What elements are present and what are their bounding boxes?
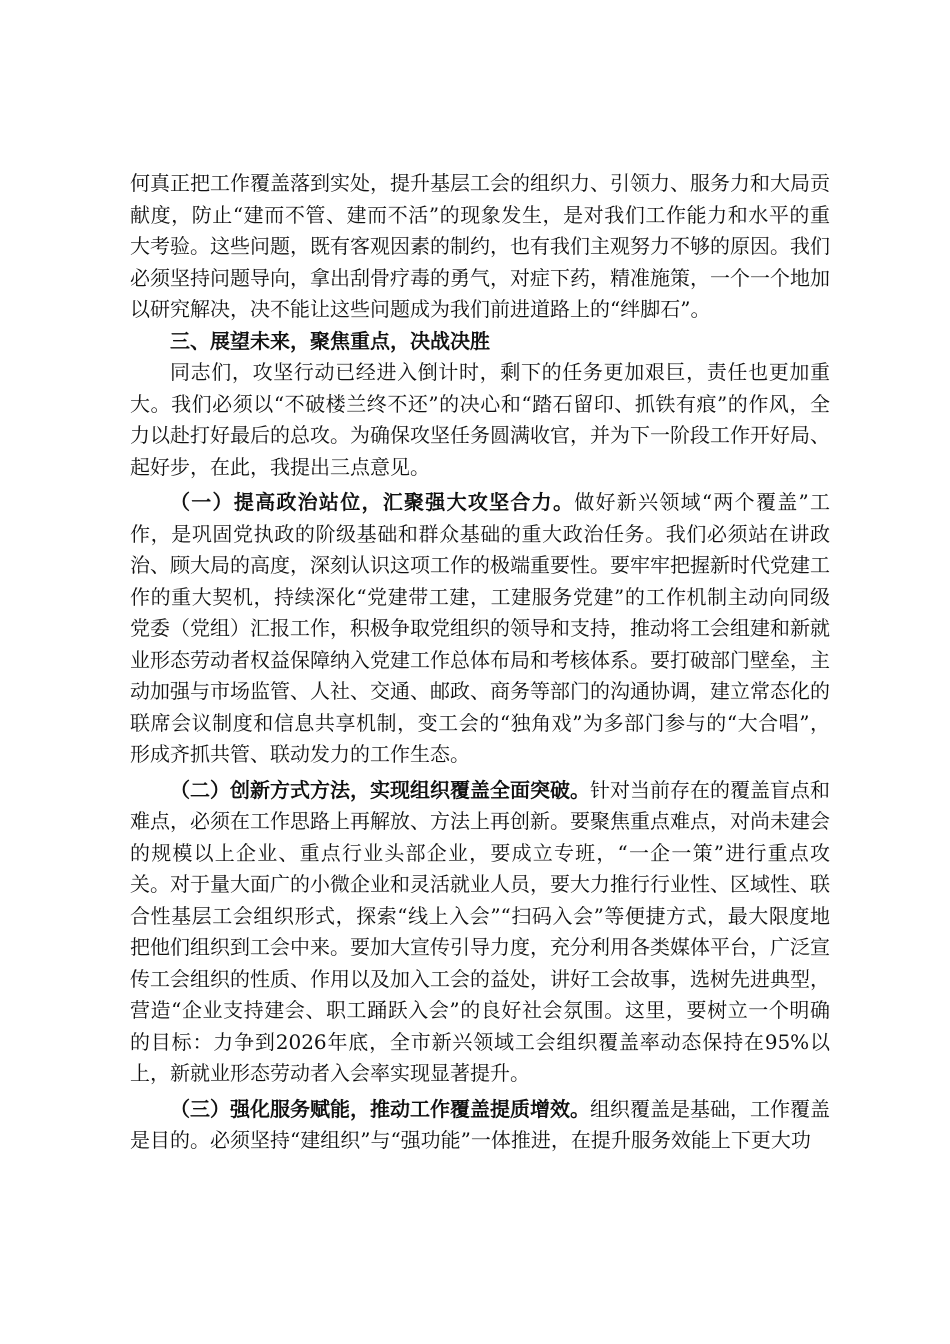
item-2-body: 针对当前存在的覆盖盲点和难点，必须在工作思路上再解放、方法上再创新。要聚焦重点难点，对尚未建会的规模以上企业、重点行业头部企业，要成立专班，“一企一策”进行重点攻关。对于量大面广的小微企业和灵活就业人员，要大力推行行业性、区域性、联合性基层工会组织形式，探索“线上入会”“扫码入会”等便捷方式，最大限度地把他们组织到工会中来。要加大宣传引导力度，充分利用各类媒体平台，广泛宣传工会组织的性质、作用以及加入工会的益处，讲好工会故事，选树先进典型，营造“企业支持建会、职工踊跃入会”的良好社会氛围。这里，要树立一个明确的目标：力争到2026年底，全市新兴领域工会组织覆盖率动态保持在95%以上，新就业形态劳动者入会率实现显著提升。 [130, 777, 830, 1085]
item-2-lead: （二）创新方式方法，实现组织覆盖全面突破。 [170, 777, 590, 802]
paragraph-intro: 同志们，攻坚行动已经进入倒计时，剩下的任务更加艰巨，责任也更加重大。我们必须以“不破楼兰终不还”的决心和“踏石留印、抓铁有痕”的作风，全力以赴打好最后的总攻。为确保攻坚任务圆满收官，并为下一阶段工作开好局、起好步，在此，我提出三点意见。 [130, 360, 830, 479]
item-2-paragraph [130, 775, 830, 1090]
item-3-lead: （三）强化服务赋能，推动工作覆盖提质增效。 [170, 1096, 590, 1121]
section-heading: 三、展望未来，聚焦重点，决战决胜 [170, 328, 490, 353]
paragraph-continued: 何真正把工作覆盖落到实处，提升基层工会的组织力、引领力、服务力和大局贡献度，防止“建而不管、建而不活”的现象发生，是对我们工作能力和水平的重大考验。这些问题，既有客观因素的制约，也有我们主观努力不够的原因。我们必须坚持问题导向，拿出刮骨疗毒的勇气，对症下药，精准施策，一个一个地加以研究解决，决不能让这些问题成为我们前进道路上的“绊脚石”。 [130, 171, 830, 321]
document-page [130, 168, 830, 1157]
item-1-paragraph [130, 487, 830, 771]
item-1-body: 做好新兴领域“两个覆盖”工作，是巩固党执政的阶级基础和群众基础的重大政治任务。我们必须站在讲政治、顾大局的高度，深刻认识这项工作的极端重要性。要牢牢把握新时代党建工作的重大契机，持续深化“党建带工建，工建服务党建”的工作机制主动向同级党委（党组）汇报工作，积极争取党组织的领导和支持，推动将工会组建和新就业形态劳动者权益保障纳入党建工作总体布局和考核体系。要打破部门壁垒，主动加强与市场监管、人社、交通、邮政、商务等部门的沟通协调，建立常态化的联席会议制度和信息共享机制，变工会的“独角戏”为多部门参与的“大合唱”，形成齐抓共管、联动发力的工作生态。 [130, 490, 831, 766]
item-3-paragraph [130, 1094, 830, 1157]
item-1-lead: （一）提高政治站位，汇聚强大攻坚合力。 [170, 490, 575, 514]
item-3-body: 组织覆盖是基础，工作覆盖是目的。必须坚持“建组织”与“强功能”一体推进，在提升服务效能上下更大功 [130, 1096, 830, 1152]
